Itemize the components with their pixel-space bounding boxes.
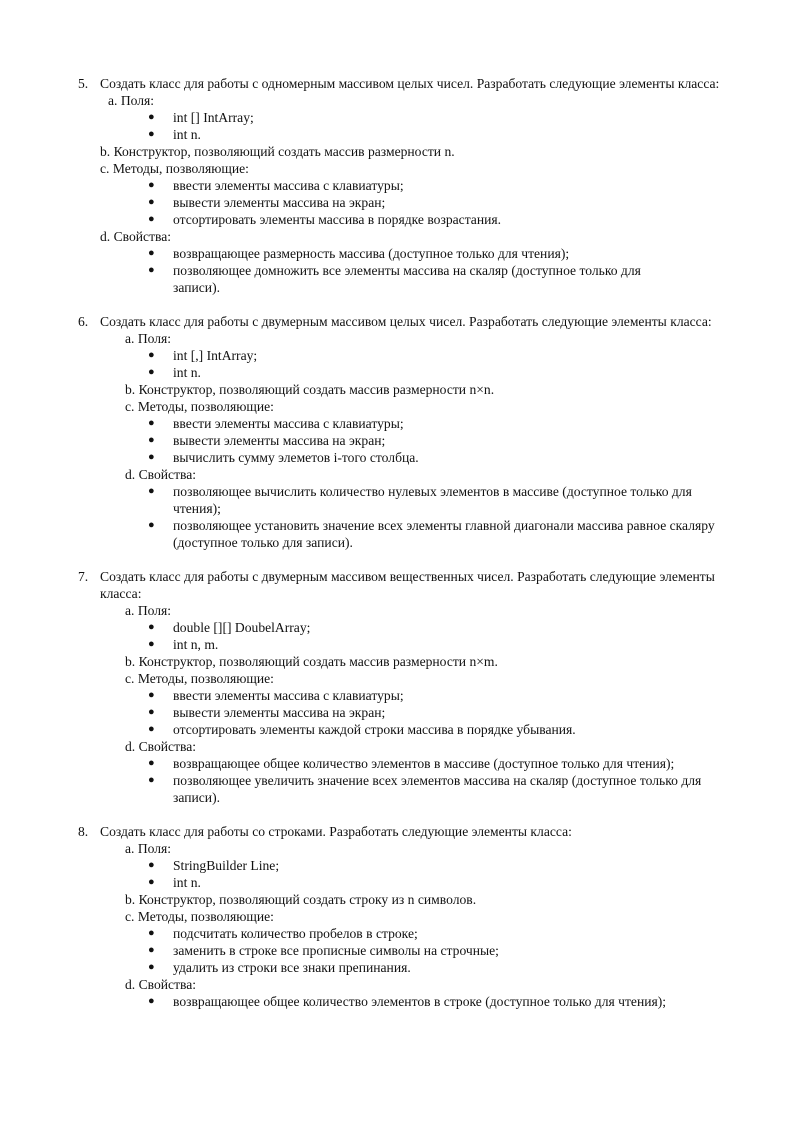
bullet-icon: ●: [148, 774, 155, 786]
section-methods: [100, 160, 724, 228]
bullet-icon: ●: [148, 264, 155, 276]
document-page: [0, 75, 800, 1027]
section-label: a. Поля:: [108, 93, 155, 108]
list-item: ● позволяющее домножить все элементы массива на скаляр (доступное только для записи).: [148, 263, 641, 295]
task-6: [0, 313, 800, 551]
section-label: b. Конструктор, позволяющий создать массив размерности n×m.: [125, 654, 498, 669]
section-constructor: [100, 891, 724, 908]
list-item: ● позволяющее увеличить значение всех элементов массива на скаляр (доступное только для записи).: [148, 773, 702, 805]
bullet-icon: ●: [148, 757, 155, 769]
section-label: d. Свойства:: [125, 467, 197, 482]
list-item: ● возвращающее размерность массива (доступное только для чтения);: [148, 246, 570, 261]
bullet-icon: ●: [148, 417, 155, 429]
bullet-icon: ●: [148, 111, 155, 123]
section-fields: [100, 92, 724, 143]
list-item: ● StringBuilder Line;: [148, 858, 280, 873]
section-methods: [100, 670, 724, 738]
list-item: ● возвращающее общее количество элементов в массиве (доступное только для чтения);: [148, 756, 675, 771]
section-constructor: [100, 381, 724, 398]
list-item: ● ввести элементы массива с клавиатуры;: [148, 178, 404, 193]
task-statement: Создать класс для работы с одномерным массивом целых чисел. Разработать следующие элементы класса:: [100, 76, 720, 91]
section-label: b. Конструктор, позволяющий создать массив размерности n×n.: [125, 382, 495, 397]
task-8: [0, 823, 800, 1010]
section-label: d. Свойства:: [125, 977, 197, 992]
task-5: [0, 75, 800, 296]
bullet-icon: ●: [148, 621, 155, 633]
section-methods: [100, 908, 724, 976]
task-statement: Создать класс для работы с двумерным массивом вещественных чисел. Разработать следующие элементы класса:: [100, 569, 715, 601]
section-fields: [100, 330, 724, 381]
list-item: ● double [][] DoubelArray;: [148, 620, 311, 635]
bullet-icon: ●: [148, 706, 155, 718]
task-number: 8.: [78, 824, 89, 839]
task-7: [0, 568, 800, 806]
bullet-icon: ●: [148, 638, 155, 650]
section-label: d. Свойства:: [125, 739, 197, 754]
bullet-icon: ●: [148, 179, 155, 191]
bullet-icon: ●: [148, 366, 155, 378]
section-label: c. Методы, позволяющие:: [125, 909, 274, 924]
bullet-icon: ●: [148, 519, 155, 531]
list-item: ● ввести элементы массива с клавиатуры;: [148, 416, 404, 431]
bullet-icon: ●: [148, 434, 155, 446]
bullet-icon: ●: [148, 196, 155, 208]
task-statement: Создать класс для работы с двумерным массивом целых чисел. Разработать следующие элементы класса:: [100, 314, 712, 329]
list-item: ● int n, m.: [148, 637, 219, 652]
bullet-icon: ●: [148, 213, 155, 225]
bullet-icon: ●: [148, 927, 155, 939]
bullet-icon: ●: [148, 128, 155, 140]
task-number: 6.: [78, 314, 89, 329]
section-constructor: [100, 653, 724, 670]
list-item: ● int [,] IntArray;: [148, 348, 258, 363]
list-item: ● возвращающее общее количество элементов в строке (доступное только для чтения);: [148, 994, 667, 1009]
section-label: c. Методы, позволяющие:: [100, 161, 249, 176]
list-item: ● вычислить сумму элеметов i-того столбца.: [148, 450, 419, 465]
bullet-icon: ●: [148, 485, 155, 497]
list-item: ● отсортировать элементы массива в порядке возрастания.: [148, 212, 502, 227]
bullet-icon: ●: [148, 689, 155, 701]
section-properties: [100, 738, 724, 806]
list-item: ● int n.: [148, 365, 201, 380]
section-label: b. Конструктор, позволяющий создать массив размерности n.: [100, 144, 455, 159]
task-number: 7.: [78, 569, 89, 584]
section-label: a. Поля:: [125, 603, 172, 618]
list-item: ● заменить в строке все прописные символы на строчные;: [148, 943, 499, 958]
list-item: ● int n.: [148, 127, 201, 142]
bullet-icon: ●: [148, 876, 155, 888]
bullet-icon: ●: [148, 995, 155, 1007]
list-item: ● отсортировать элементы каждой строки массива в порядке убывания.: [148, 722, 576, 737]
list-item: ● позволяющее вычислить количество нулевых элементов в массиве (доступное только для чтения);: [148, 484, 692, 516]
list-item: ● вывести элементы массива на экран;: [148, 195, 386, 210]
section-label: a. Поля:: [125, 331, 172, 346]
list-item: ● позволяющее установить значение всех элементы главной диагонали массива равное скаляру (доступное только для записи).: [148, 518, 715, 550]
list-item: ● подсчитать количество пробелов в строке;: [148, 926, 418, 941]
list-item: ● удалить из строки все знаки препинания.: [148, 960, 411, 975]
list-item: ● int [] IntArray;: [148, 110, 254, 125]
bullet-icon: ●: [148, 859, 155, 871]
bullet-icon: ●: [148, 944, 155, 956]
list-item: ● ввести элементы массива с клавиатуры;: [148, 688, 404, 703]
list-item: ● int n.: [148, 875, 201, 890]
section-label: c. Методы, позволяющие:: [125, 399, 274, 414]
list-item: ● вывести элементы массива на экран;: [148, 705, 386, 720]
section-properties: [100, 976, 724, 1010]
section-constructor: [100, 143, 724, 160]
section-properties: [100, 228, 724, 296]
bullet-icon: ●: [148, 247, 155, 259]
task-statement: Создать класс для работы со строками. Разработать следующие элементы класса:: [100, 824, 572, 839]
task-number: 5.: [78, 76, 89, 91]
section-label: b. Конструктор, позволяющий создать строку из n символов.: [125, 892, 477, 907]
bullet-icon: ●: [148, 723, 155, 735]
bullet-icon: ●: [148, 451, 155, 463]
section-methods: [100, 398, 724, 466]
section-label: c. Методы, позволяющие:: [125, 671, 274, 686]
section-label: a. Поля:: [125, 841, 172, 856]
section-fields: [100, 840, 724, 891]
bullet-icon: ●: [148, 961, 155, 973]
section-properties: [100, 466, 724, 551]
list-item: ● вывести элементы массива на экран;: [148, 433, 386, 448]
section-label: d. Свойства:: [100, 229, 172, 244]
section-fields: [100, 602, 724, 653]
bullet-icon: ●: [148, 349, 155, 361]
